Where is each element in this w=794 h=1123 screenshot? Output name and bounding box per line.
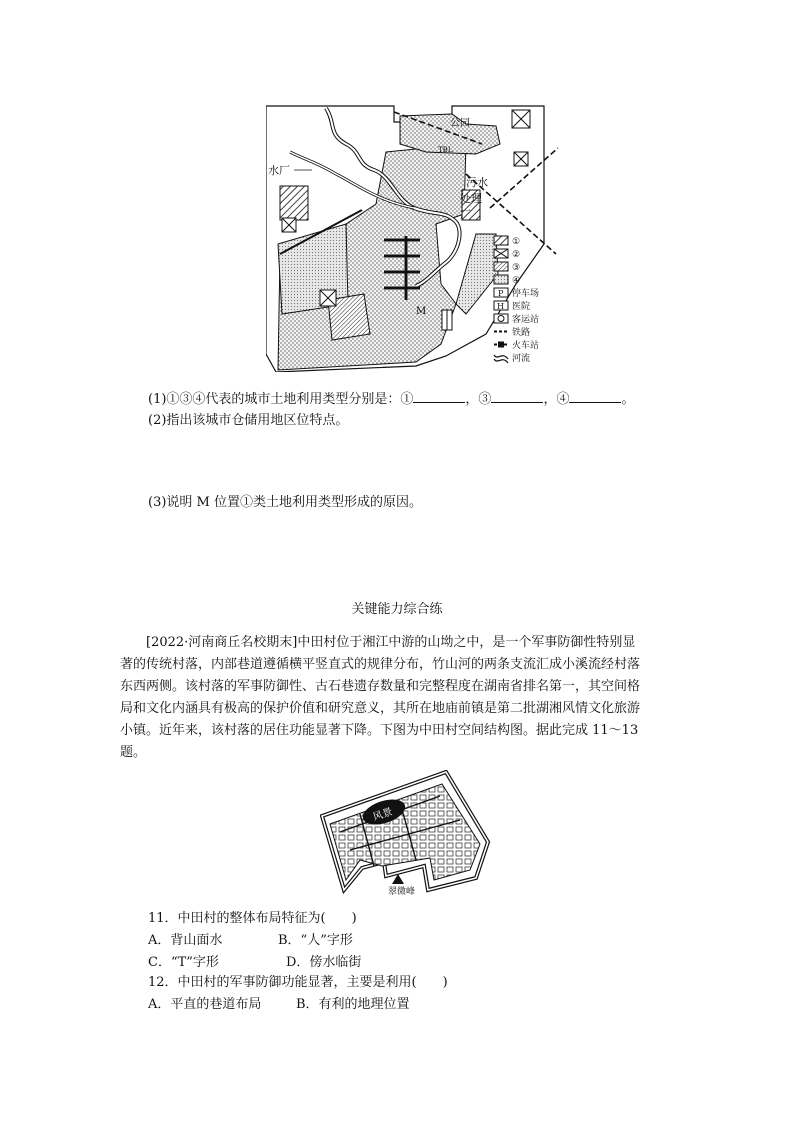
passage-line-1: [2022·河南商丘名校期末]中田村位于湘江中游的山坳之中，是一个军事防御性特别显 <box>146 635 636 650</box>
mcq-12-option-b[interactable]: B．有利的地理位置 <box>296 997 410 1012</box>
parking-icon <box>494 287 539 299</box>
railway-icon <box>494 326 530 338</box>
passage-line-2: 著的传统村落，内部巷道遵循横平竖直式的规律分布，竹山河的两条支流汇成小溪流经村落 <box>120 657 641 672</box>
question-1-mid1: ，③ <box>465 392 492 407</box>
svg-text:①: ① <box>512 237 521 247</box>
mcq-11-stem: 11．中田村的整体布局特征为( ) <box>148 911 357 926</box>
svg-text:④: ④ <box>512 276 521 286</box>
village-map-svg <box>320 770 506 896</box>
legend-item-1 <box>494 236 520 247</box>
mcq-11-option-c[interactable]: C．“T”字形 <box>148 955 219 970</box>
svg-text:医院: 医院 <box>512 302 531 312</box>
question-1 <box>148 390 634 409</box>
svg-text:P: P <box>498 289 504 298</box>
svg-text:铁路: 铁路 <box>512 328 531 338</box>
mcq-11-option-a[interactable]: A．背山面水 <box>148 933 223 948</box>
question-2: (2)指出该城市仓储用地区位特点。 <box>148 413 349 428</box>
mcq-12-row-1 <box>148 996 410 1014</box>
block-type1-west <box>280 186 308 220</box>
svg-text:③: ③ <box>512 263 521 273</box>
mcq-11-row-1 <box>148 932 353 950</box>
question-1-end: 。 <box>621 392 635 407</box>
river-icon <box>494 352 530 364</box>
legend-item-4 <box>494 275 520 286</box>
label-park: 公园 <box>450 118 470 129</box>
question-1-prefix: (1)①③④代表的城市土地利用类型分别是：① <box>148 392 414 407</box>
mcq-12-stem: 12．中田村的军事防御功能显著，主要是利用( ) <box>148 975 448 990</box>
answer-blank-3[interactable] <box>491 390 543 403</box>
question-1-mid2: ，④ <box>543 392 570 407</box>
label-tbl: TBL <box>438 146 453 154</box>
mcq-11-option-b[interactable]: B．“人”字形 <box>278 933 353 948</box>
hill-label: 翠微峰 <box>388 887 416 896</box>
land-use-map-svg <box>266 104 566 372</box>
svg-text:停车场: 停车场 <box>512 289 540 299</box>
passage <box>120 632 676 764</box>
mcq-12-option-a[interactable]: A．平直的巷道布局 <box>148 997 262 1012</box>
label-sewage-3: 厂 <box>460 208 471 221</box>
village-map <box>320 770 506 896</box>
block-type2-south <box>320 290 336 306</box>
answer-blank-1[interactable] <box>413 390 465 403</box>
mcq-11-option-d[interactable]: D．傍水临街 <box>286 955 362 970</box>
passage-line-6: 题。 <box>120 745 147 760</box>
svg-text:火车站: 火车站 <box>512 341 540 351</box>
train-station-marker <box>442 310 452 330</box>
block-type2-west <box>282 218 296 232</box>
passage-line-5: 小镇。近年来，该村落的居住功能显著下降。下图为中田村空间结构图。据此完成 11～13 <box>120 723 639 738</box>
block-type2-north <box>512 110 530 128</box>
svg-text:H: H <box>497 302 504 311</box>
label-water-plant: 水厂 <box>268 164 290 177</box>
label-sewage-2: 处理 <box>460 192 482 205</box>
legend-item-3 <box>494 262 520 273</box>
svg-text:客运站: 客运站 <box>512 315 540 325</box>
land-use-map <box>266 104 566 372</box>
question-3: (3)说明 M 位置①类土地利用类型形成的原因。 <box>148 495 422 510</box>
svg-text:河流: 河流 <box>512 354 531 364</box>
scenic-badge-text: 风景 <box>371 806 395 824</box>
label-sewage-1: 污水 <box>466 176 488 189</box>
answer-blank-4[interactable] <box>569 390 621 403</box>
block-type2-ne <box>514 152 528 166</box>
passage-line-4: 局和文化内涵具有极高的保护价值和研究意义，其所在地庙前镇是第二批湖湘风情文化旅游 <box>120 701 641 716</box>
bus-station-icon <box>494 313 539 325</box>
passage-line-3: 东西两侧。该村落的军事防御性、古石巷遗存数量和完整程度在湖南省排名第一，其空间格 <box>120 679 641 694</box>
hospital-icon <box>494 301 530 312</box>
section-title: 关键能力综合练 <box>351 602 443 617</box>
svg-text:②: ② <box>512 250 521 260</box>
label-point-m: M <box>416 306 427 317</box>
train-station-icon <box>494 339 539 351</box>
legend-item-2 <box>494 249 520 260</box>
mcq-11-row-2 <box>148 954 361 972</box>
